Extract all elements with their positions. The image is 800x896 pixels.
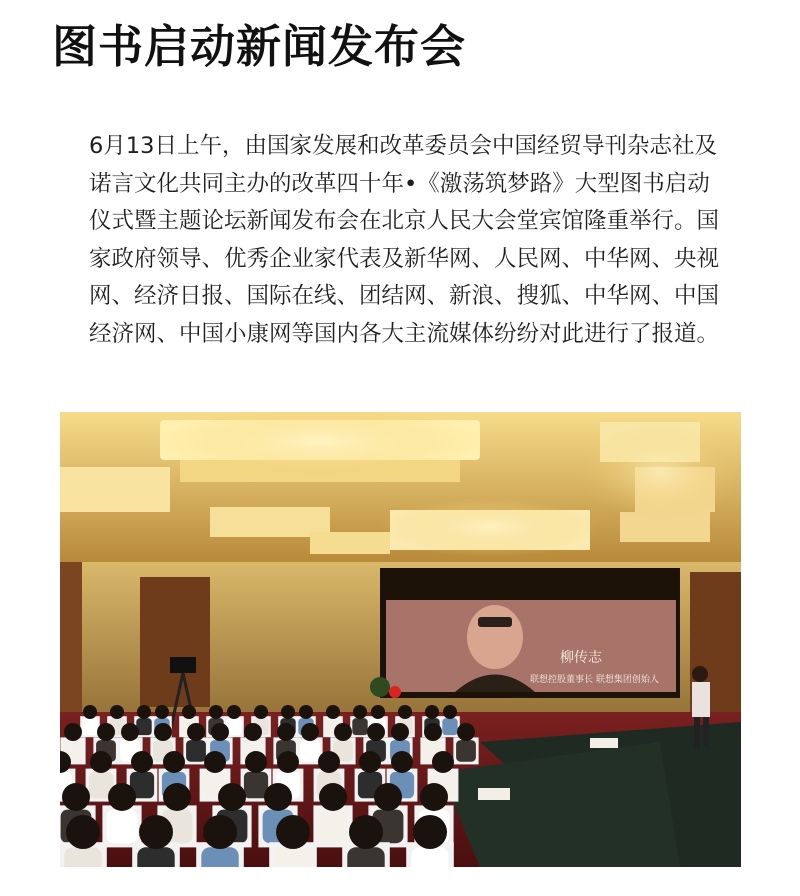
paragraph-line: 仪式暨主题论坛新闻发布会在北京人民大会堂宾馆隆重举行。国 [89,208,720,234]
audience-member-head [391,751,413,773]
audience-member-head [131,751,153,773]
audience-member-head [299,705,313,719]
audience-member-head [254,705,268,719]
audience-member-head [83,705,97,719]
audience-member-body [352,718,367,735]
screen-speaker-role: 联想控股董事长 联想集团创始人 [530,675,659,685]
audience-member-head [425,705,439,719]
audience-member-head [203,815,237,849]
audience-member-head [163,751,185,773]
article-paragraph [89,128,729,353]
audience-member-body [411,847,448,867]
audience-member-head [281,705,295,719]
audience-member-head [209,705,223,719]
audience-member-head [359,751,381,773]
door-left-2 [140,577,210,707]
audience-member-head [301,723,319,741]
audience-member-head [432,751,454,773]
audience-member-head [163,783,191,811]
audience-member-body [300,740,320,762]
audience-member-head [420,783,448,811]
audience-member-head [108,783,136,811]
audience-member-head [443,705,457,719]
audience-member-head [276,815,310,849]
audience-member-head [326,705,340,719]
audience-member-head [182,705,196,719]
audience-member-body [201,847,238,867]
paragraph-line: 经济网、中国小康网等国内各大主流媒体纷纷对此进行了报道。 [89,320,720,347]
audience-member-head [97,723,115,741]
audience-member-head [155,705,169,719]
audience-member-head [457,723,475,741]
audience-member-head [90,751,112,773]
audience-member-head [139,815,173,849]
audience-member-body [107,810,138,844]
audience-member-head [367,723,385,741]
door-left [60,562,82,712]
audience-member-head [413,815,447,849]
audience-member-head [245,751,267,773]
paragraph-line: 诺言文化共同主办的改革四十年•《激荡筑梦路》大型图书启动 [89,170,710,197]
audience-member-body [318,810,349,844]
name-card [478,788,510,800]
audience-member-head [110,705,124,719]
audience-member-head [121,723,139,741]
audience-member-head [211,723,229,741]
audience-member-head [187,723,205,741]
event-photo [60,412,741,867]
audience-member-head [277,751,299,773]
audience-member-head [334,723,352,741]
audience-member-head [137,705,151,719]
audience-member-body [82,718,97,735]
audience-member-head [374,783,402,811]
audience-member-head [244,723,262,741]
paragraph-line: 6月13日上午，由国家发展和改革委员会中国经贸导刊杂志社及 [89,133,717,159]
audience-member-head [264,783,292,811]
paragraph-line: 网、经济日报、国际在线、团结网、新浪、搜狐、中华网、中国 [89,283,720,309]
led-screen [380,568,680,698]
audience-member-head [277,723,295,741]
audience-member-head [424,723,442,741]
name-card [590,738,618,748]
audience-member-head [353,705,367,719]
audience-member-body [442,718,457,735]
audience-member-head [204,751,226,773]
audience-member-head [398,705,412,719]
plant [370,677,390,697]
audience-member-head [371,705,385,719]
audience-member-head [319,783,347,811]
audience-member-head [62,783,90,811]
paragraph-line: 家政府领导、优秀企业家代表及新华网、人民网、中华网、央视 [89,245,720,272]
audience-member-body [186,740,206,762]
audience-member-head [349,815,383,849]
event-photo-illustration [60,412,741,867]
screen-speaker-name: 柳传志 [560,650,602,666]
audience-member-head [64,723,82,741]
audience-member-body [456,740,476,762]
flowers [389,686,401,698]
page-title: 图书启动新闻发布会 [52,20,467,73]
audience-member-head [391,723,409,741]
audience-member-head [227,705,241,719]
audience-member-head [218,783,246,811]
audience-member-body [274,847,311,867]
audience-member-head [154,723,172,741]
audience-member-head [318,751,340,773]
audience-member-body [137,847,174,867]
audience-member-head [66,815,100,849]
audience-member-body [347,847,384,867]
audience-member-body [64,847,101,867]
